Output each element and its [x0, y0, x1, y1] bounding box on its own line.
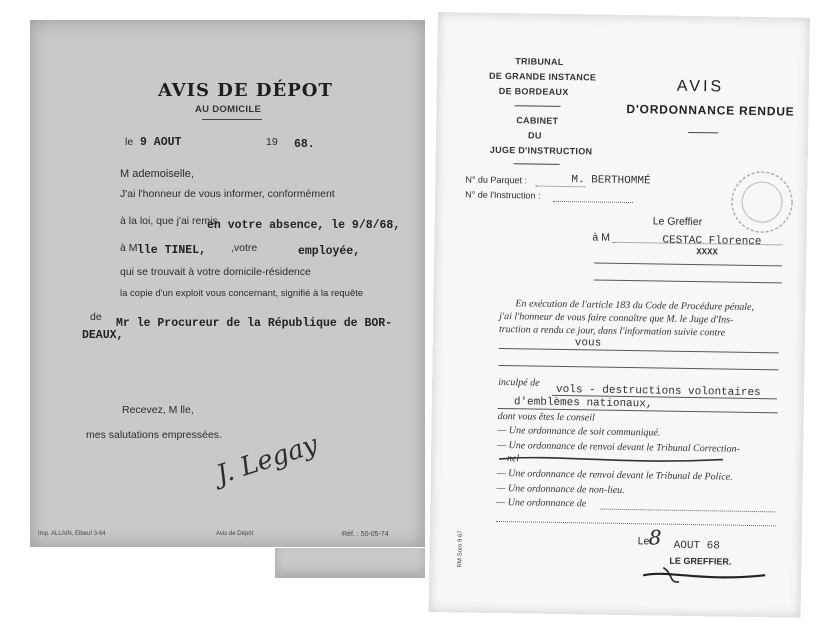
- charge-line-1: vols - destructions volontaires: [555, 383, 761, 400]
- strike-mark: XXXX: [696, 247, 718, 258]
- option-other-dots: [600, 509, 775, 513]
- right-title-2: D'ORDONNANCE RENDUE: [626, 101, 795, 119]
- greffier-signature: [639, 563, 769, 589]
- closing-2: mes salutations empressées.: [86, 429, 222, 441]
- left-doc-bottom-tab: [275, 548, 425, 578]
- option-renvoi-police: — Une ordonnance de renvoi devant le Tribunal de Police.: [496, 467, 733, 483]
- footer-ref: Réf. : 50-05-74: [342, 531, 389, 538]
- para-line-3: truction a rendu ce jour, dans l'information suivie contre: [498, 323, 726, 339]
- right-title-1: AVIS: [676, 77, 725, 96]
- body-line-7: DEAUX,: [82, 329, 124, 342]
- avis-de-depot-document: [30, 20, 425, 547]
- option-other: — Une ordonnance de: [496, 496, 587, 510]
- cabinet-line-3: JUGE D'INSTRUCTION: [489, 144, 593, 157]
- instruction-label: N° de l'Instruction :: [465, 189, 541, 201]
- date-le: le: [125, 136, 134, 148]
- court-line-1: TRIBUNAL: [515, 56, 564, 67]
- body-line-2b: en votre absence, le 9/8/68,: [207, 219, 401, 232]
- subtitle-rule: [202, 119, 262, 120]
- body-line-4: qui se trouvait à votre domicile-résidence: [120, 266, 311, 278]
- court-rule: [515, 105, 561, 107]
- conseil-text: dont vous êtes le conseil: [497, 410, 595, 424]
- body-line-3a: à M: [120, 242, 138, 254]
- option-non-lieu: — Une ordonnance de non-lieu.: [496, 482, 625, 496]
- date-month-year: AOUT 68: [673, 539, 720, 553]
- cabinet-rule: [514, 163, 560, 165]
- greffier-label: Le Greffier: [652, 215, 703, 229]
- left-subtitle: AU DOMICILE: [195, 104, 262, 115]
- date-typed: 9 AOUT: [140, 136, 182, 149]
- address-line-1: [594, 262, 782, 266]
- body-line-6b: Mr le Procureur de la République de BOR-: [116, 317, 393, 330]
- recipient-name: CESTAC Florence: [662, 234, 762, 249]
- option-renvoi-correctionnel-cont: nel: [506, 453, 520, 465]
- left-title: AVIS DE DÉPOT: [158, 80, 333, 101]
- closing-1: Recevez, M lle,: [122, 404, 194, 416]
- instruction-dots: [553, 201, 633, 203]
- title-rule: [688, 132, 718, 133]
- court-line-3: DE BORDEAUX: [498, 85, 569, 98]
- body-line-5: la copie d'un exploit vous concernant, signifié à la requête: [120, 288, 364, 299]
- inculpe-label: inculpé de: [498, 376, 540, 389]
- date-19: 19: [266, 136, 278, 148]
- body-line-2a: à la loi, que j'ai remis: [120, 215, 218, 227]
- body-line-3d: employée,: [298, 245, 361, 258]
- option-other-dots-2: [496, 521, 776, 526]
- address-line-2: [594, 279, 782, 283]
- court-line-2: DE GRANDE INSTANCE: [488, 70, 597, 83]
- contre-line-2: [498, 365, 778, 370]
- judge-name: M. BERTHOMMÉ: [571, 174, 651, 188]
- cabinet-line-2: DU: [527, 130, 542, 141]
- date-day-handwritten: 8: [648, 525, 662, 550]
- salutation: M ademoiselle,: [120, 168, 194, 180]
- avis-ordonnance-document: [429, 12, 810, 618]
- parquet-label: N° du Parquet :: [465, 174, 528, 186]
- body-line-3c: ,votre: [231, 242, 258, 254]
- vous-text: vous: [574, 337, 602, 350]
- underline-mark: [497, 451, 727, 469]
- option-soit-communique: — Une ordonnance de soit communiqué.: [497, 424, 661, 439]
- signature: J. Legay: [212, 429, 322, 491]
- charge-line-2: d'emblèmes nationaux,: [513, 396, 653, 411]
- date-le-right: Le: [637, 535, 650, 548]
- footer-printer: Imp. ALLAIN, Elbeuf 3-64: [38, 531, 106, 537]
- date-year: 68.: [294, 138, 315, 151]
- body-line-3b: lle TINEL,: [137, 244, 207, 257]
- option-renvoi-correctionnel: — Une ordonnance de renvoi devant le Tribunal Correction-: [497, 439, 741, 455]
- contre-line-1: [499, 348, 779, 353]
- para-line-2: j'ai l'honneur de vous faire connaître que M. le Juge d'Ins-: [499, 310, 734, 326]
- body-line-1: J'ai l'honneur de vous informer, conformément: [120, 188, 335, 200]
- footer-form-name: Avis de Dépôt: [216, 531, 254, 537]
- le-greffier-label: LE GREFFIER.: [669, 555, 732, 567]
- a-m-label: à M: [592, 231, 611, 244]
- side-reference: RM Soro 9 67: [457, 530, 464, 568]
- para-line-1: En exécution de l'article 183 du Code de Procédure pénale,: [515, 298, 755, 313]
- body-line-6a: de: [90, 311, 102, 323]
- court-stamp: [727, 167, 798, 238]
- cabinet-line-1: CABINET: [516, 115, 559, 126]
